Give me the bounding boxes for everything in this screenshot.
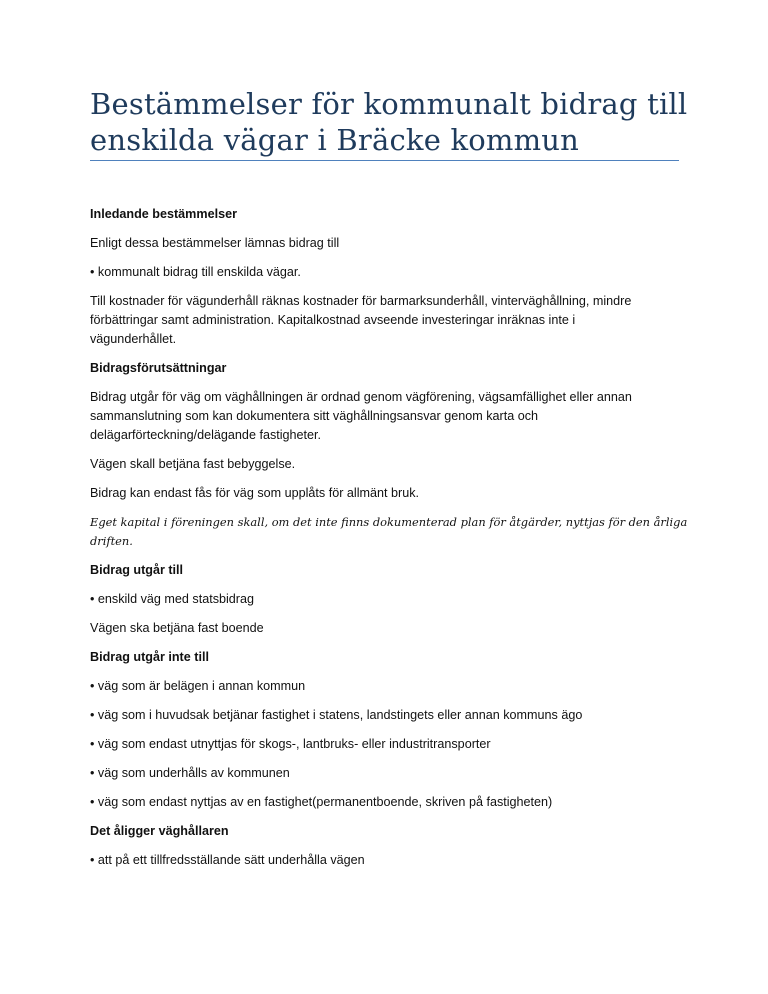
italic-paragraph: Eget kapital i föreningen skall, om det inte finns dokumenterad plan för åtgärder, nyttjas för den årliga driften.: [90, 515, 688, 548]
title-line-2: enskilda vägar i Bräcke kommun: [90, 123, 580, 157]
bullet-item: • väg som underhålls av kommunen: [90, 766, 290, 780]
bullet-item: • väg som i huvudsak betjänar fastighet i statens, landstingets eller annan kommuns ägo: [90, 708, 583, 722]
paragraph-line: sammanslutning som kan dokumentera sitt väghållningsansvar genom karta och: [90, 409, 539, 423]
paragraph-line: Bidrag utgår för väg om väghållningen är ordnad genom vägförening, vägsamfällighet eller annan: [90, 390, 632, 404]
paragraph-line: vägunderhållet.: [90, 332, 177, 346]
title-underline: [90, 160, 679, 161]
bullet-item: • väg som endast nyttjas av en fastighet(permanentboende, skriven på fastigheten): [90, 795, 553, 809]
paragraph: Enligt dessa bestämmelser lämnas bidrag till: [90, 236, 340, 250]
paragraph: Bidrag kan endast fås för väg som upplåts för allmänt bruk.: [90, 486, 420, 500]
bullet-item: • kommunalt bidrag till enskilda vägar.: [90, 265, 301, 279]
section-heading-utgar-inte: Bidrag utgår inte till: [90, 650, 209, 664]
section-heading-utgar: Bidrag utgår till: [90, 563, 184, 577]
section-heading-forutsattningar: Bidragsförutsättningar: [90, 361, 227, 375]
paragraph-block: [90, 388, 690, 445]
section-heading-inledande: Inledande bestämmelser: [90, 207, 237, 221]
section-heading-aligger: Det åligger väghållaren: [90, 824, 229, 838]
bullet-item: • att på ett tillfredsställande sätt underhålla vägen: [90, 853, 365, 867]
paragraph-line: förbättringar samt administration. Kapitalkostnad avseende investeringar inräknas inte i: [90, 313, 576, 327]
title-line-1: Bestämmelser för kommunalt bidrag till: [90, 87, 688, 121]
paragraph-line: delägarförteckning/delägande fastigheter.: [90, 428, 322, 442]
bullet-item: • enskild väg med statsbidrag: [90, 592, 255, 606]
paragraph: Vägen ska betjäna fast boende: [90, 621, 264, 635]
document-title: [90, 86, 690, 158]
document-body: [90, 205, 690, 870]
paragraph-block: [90, 292, 690, 349]
bullet-item: • väg som endast utnyttjas för skogs-, lantbruks- eller industritransporter: [90, 737, 491, 751]
paragraph-line: Till kostnader för vägunderhåll räknas kostnader för barmarksunderhåll, vinterväghållning, mindre: [90, 294, 632, 308]
bullet-item: • väg som är belägen i annan kommun: [90, 679, 306, 693]
paragraph: Vägen skall betjäna fast bebyggelse.: [90, 457, 296, 471]
